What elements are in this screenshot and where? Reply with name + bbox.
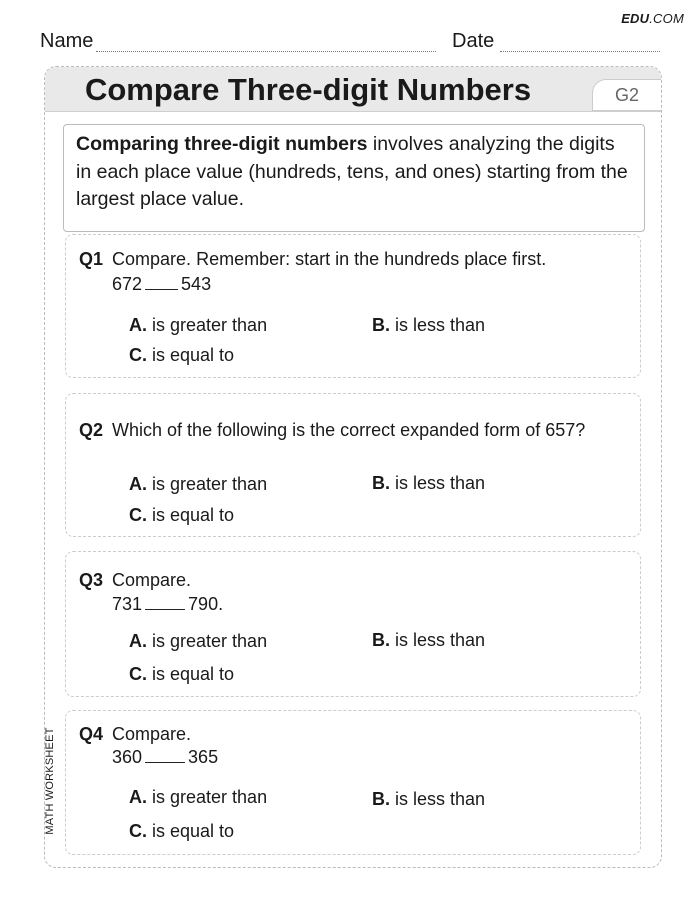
question-3-option-a[interactable]: A. is greater than bbox=[129, 631, 268, 651]
question-2 bbox=[65, 393, 641, 537]
intro-text: involves analyzing the digits in each place value (hundreds, tens, and ones) starting from the largest place value. bbox=[76, 133, 628, 210]
grade-badge: G2 bbox=[592, 79, 661, 111]
side-label: MATH WORKSHEET bbox=[44, 727, 56, 835]
date-line[interactable] bbox=[500, 51, 660, 52]
question-4-option-b[interactable]: B. is less than bbox=[372, 789, 486, 809]
question-4 bbox=[65, 710, 641, 855]
date-label: Date bbox=[452, 30, 495, 52]
question-2-title: Q2 Which of the following is the correct expanded form of 657? bbox=[79, 420, 586, 440]
intro-bold: Comparing three-digit numbers bbox=[76, 133, 368, 155]
question-4-comparison: 360 365 bbox=[112, 747, 219, 767]
question-1-option-b[interactable]: B. is less than bbox=[372, 315, 486, 335]
brand-logo: EDU.COM bbox=[621, 11, 684, 26]
question-3 bbox=[65, 551, 641, 697]
intro-box bbox=[63, 124, 645, 232]
question-3-option-c[interactable]: C. is equal to bbox=[129, 664, 235, 684]
question-1-option-c[interactable]: C. is equal to bbox=[129, 345, 235, 365]
question-2-option-a[interactable]: A. is greater than bbox=[129, 474, 268, 494]
name-date-row bbox=[40, 30, 660, 54]
question-3-title: Q3 Compare. bbox=[79, 570, 192, 590]
name-line[interactable] bbox=[96, 51, 436, 52]
worksheet-title: Compare Three-digit Numbers bbox=[84, 72, 532, 107]
worksheet-frame bbox=[44, 66, 662, 868]
title-bar bbox=[45, 67, 661, 112]
question-1-comparison: 672 543 bbox=[112, 274, 212, 294]
question-4-option-a[interactable]: A. is greater than bbox=[129, 787, 268, 807]
question-3-comparison: 731 790. bbox=[112, 594, 224, 614]
question-4-title: Q4 Compare. bbox=[79, 724, 192, 744]
question-2-option-b[interactable]: B. is less than bbox=[372, 473, 486, 493]
name-label: Name bbox=[40, 30, 94, 52]
question-1 bbox=[65, 234, 641, 378]
question-4-option-c[interactable]: C. is equal to bbox=[129, 821, 235, 841]
question-1-option-a[interactable]: A. is greater than bbox=[129, 315, 268, 335]
question-2-option-c[interactable]: C. is equal to bbox=[129, 505, 235, 525]
question-3-option-b[interactable]: B. is less than bbox=[372, 630, 486, 650]
question-1-title: Q1 Compare. Remember: start in the hundreds place first. bbox=[79, 249, 547, 269]
